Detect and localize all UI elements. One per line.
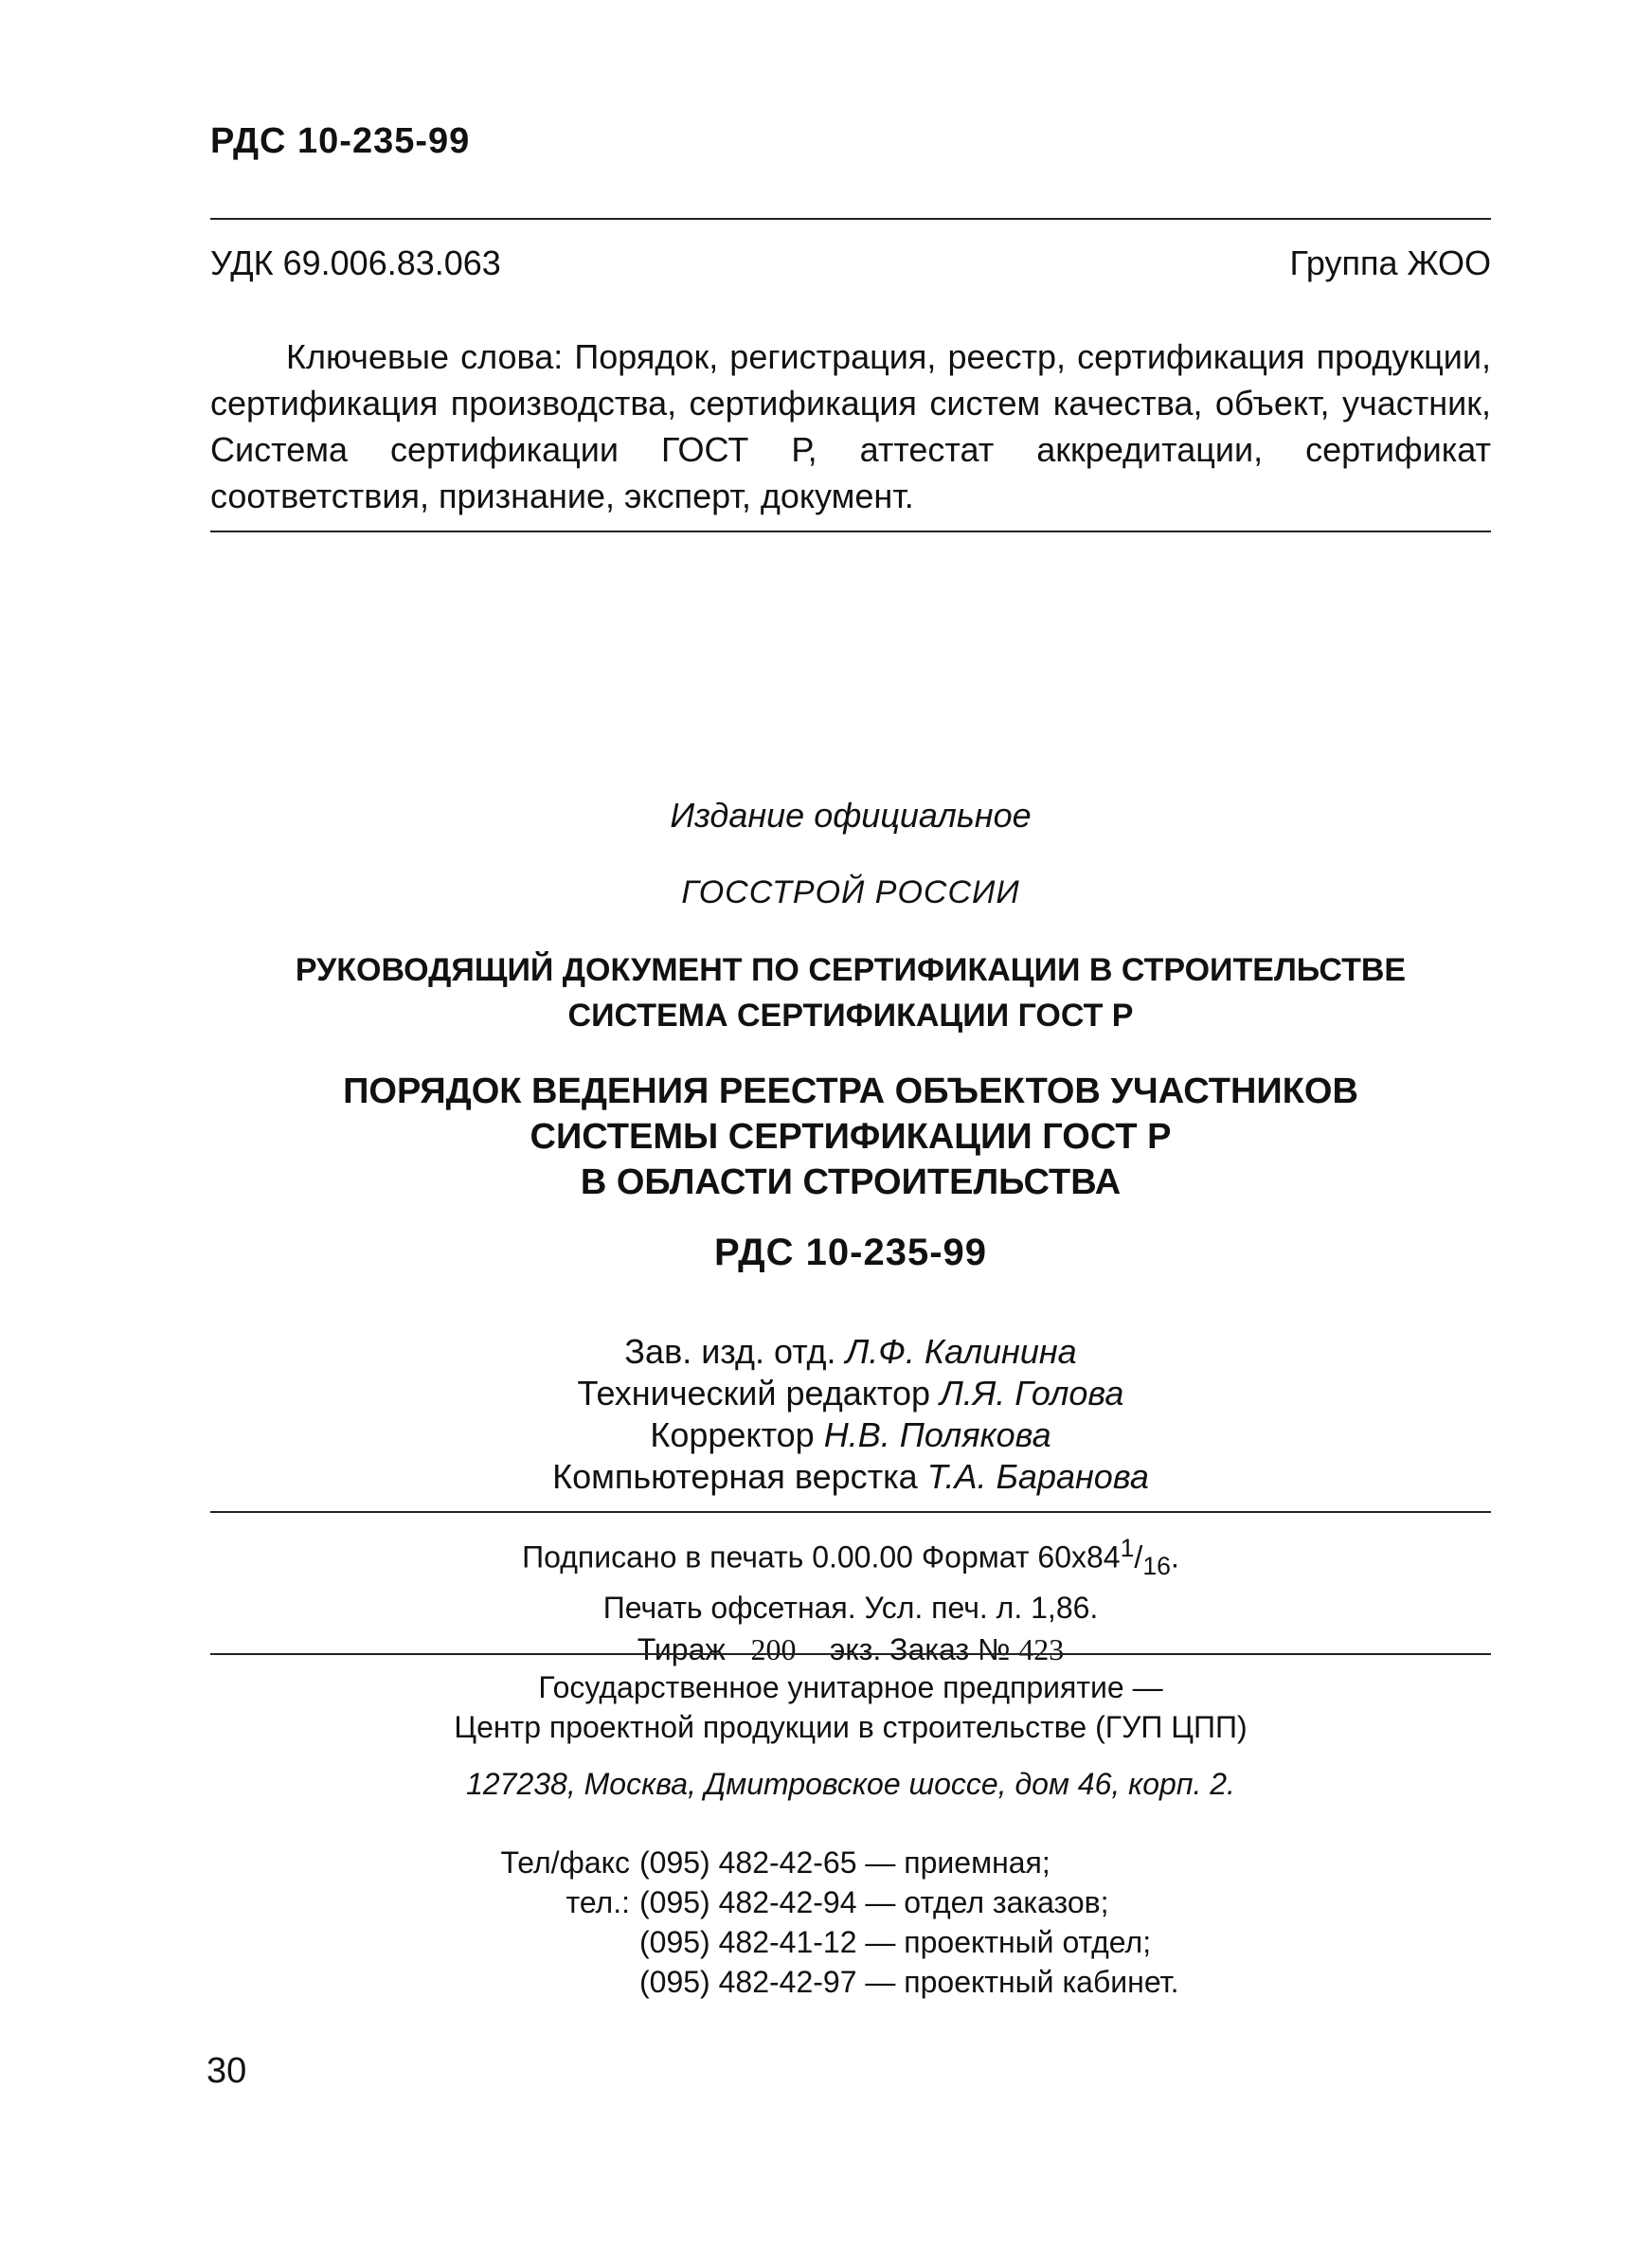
- print-type-line: Печать офсетная. Усл. печ. л. 1,86.: [602, 1591, 1099, 1626]
- udk-code: УДК 69.006.83.063: [210, 243, 501, 282]
- document-title-line-3: В ОБЛАСТИ СТРОИТЕЛЬСТВА: [580, 1162, 1122, 1202]
- edition-label: Издание официальное: [670, 796, 1032, 835]
- page-number: 30: [206, 2051, 247, 2091]
- publisher-address: 127238, Москва, Дмитровское шоссе, дом 46, корп. 2.: [466, 1767, 1235, 1801]
- run-value: 200: [750, 1632, 797, 1667]
- keywords-paragraph: Ключевые слова: Порядок, регистрация, реестр, сертификация продукции, сертификация производства, сертификация систем качества, объект, участник, Система сертификации ГОСТ Р, аттестат аккредитации, сертификат соответствия, признание, эксперт, документ.: [210, 337, 1491, 515]
- contact-label: тел.:: [566, 1885, 630, 1919]
- staff-line: [210, 1373, 1491, 1414]
- running-header-code: РДС 10-235-99: [210, 121, 471, 161]
- contact-value: (095) 482-42-94 — отдел заказов;: [639, 1885, 1109, 1919]
- staff-person: Н.В. Полякова: [823, 1415, 1051, 1454]
- contact-row: [455, 1882, 1179, 1922]
- print-run-line: [210, 1629, 1491, 1670]
- document-title-line-1: ПОРЯДОК ВЕДЕНИЯ РЕЕСТРА ОБЪЕКТОВ УЧАСТНИКОВ: [343, 1071, 1358, 1111]
- staff-role: Корректор: [650, 1415, 815, 1454]
- print-info-bottom-divider: [210, 1653, 1491, 1655]
- format-subscript: 16: [1142, 1552, 1171, 1581]
- staff-role: Зав. изд. отд.: [624, 1332, 836, 1371]
- contact-row: [455, 1922, 1179, 1962]
- contact-list: [455, 1843, 1179, 2002]
- top-divider: [210, 218, 1491, 220]
- staff-person: Л.Ф. Калинина: [845, 1332, 1077, 1371]
- document-type-line-1: РУКОВОДЯЩИЙ ДОКУМЕНТ ПО СЕРТИФИКАЦИИ В СТРОИТЕЛЬСТВЕ: [295, 952, 1407, 988]
- contact-value: (095) 482-42-97 — проектный кабинет.: [639, 1965, 1179, 1999]
- run-label: Тираж: [637, 1632, 726, 1667]
- document-code: РДС 10-235-99: [713, 1232, 988, 1273]
- document-type-line-2: СИСТЕМА СЕРТИФИКАЦИИ ГОСТ Р: [567, 998, 1134, 1034]
- staff-person: Т.А. Баранова: [926, 1457, 1149, 1496]
- staff-role: Технический редактор: [577, 1374, 931, 1413]
- staff-line: [210, 1414, 1491, 1456]
- contact-value: (095) 482-41-12 — проектный отдел;: [639, 1925, 1152, 1959]
- staff-line: [210, 1331, 1491, 1373]
- print-signed-text: Подписано в печать 0.00.00 Формат 60x84: [522, 1539, 1121, 1575]
- staff-person: Л.Я. Голова: [940, 1374, 1124, 1413]
- format-superscript: 1: [1120, 1534, 1135, 1562]
- keywords-divider: [210, 531, 1491, 532]
- document-type: [210, 947, 1491, 1038]
- group-code: Группа ЖОО: [1289, 243, 1491, 282]
- document-title: [210, 1069, 1491, 1205]
- staff-role: Компьютерная верстка: [552, 1457, 918, 1496]
- order-value: 423: [1018, 1632, 1065, 1667]
- contact-row: [455, 1962, 1179, 2002]
- publisher-line-1: Государственное унитарное предприятие —: [538, 1670, 1163, 1704]
- print-info-top-divider: [210, 1511, 1491, 1513]
- order-label: экз. Заказ №: [830, 1632, 1011, 1667]
- document-title-line-2: СИСТЕМЫ СЕРТИФИКАЦИИ ГОСТ Р: [530, 1117, 1172, 1157]
- contact-row: [455, 1843, 1179, 1882]
- publisher-info: [210, 1667, 1491, 1747]
- agency-name: ГОССТРОЙ РОССИИ: [681, 874, 1020, 910]
- staff-credits: [210, 1331, 1491, 1498]
- print-signed-line: Подписано в печать 0.00.00 Формат $60x84^1/_{16}$.: [522, 1534, 1179, 1581]
- contact-value: (095) 482-42-65 — приемная;: [639, 1845, 1050, 1880]
- publisher-line-2: Центр проектной продукции в строительстве (ГУП ЦПП): [454, 1710, 1248, 1744]
- staff-line: [210, 1456, 1491, 1498]
- contact-label: Тел/факс: [500, 1845, 630, 1880]
- print-info: [210, 1527, 1491, 1670]
